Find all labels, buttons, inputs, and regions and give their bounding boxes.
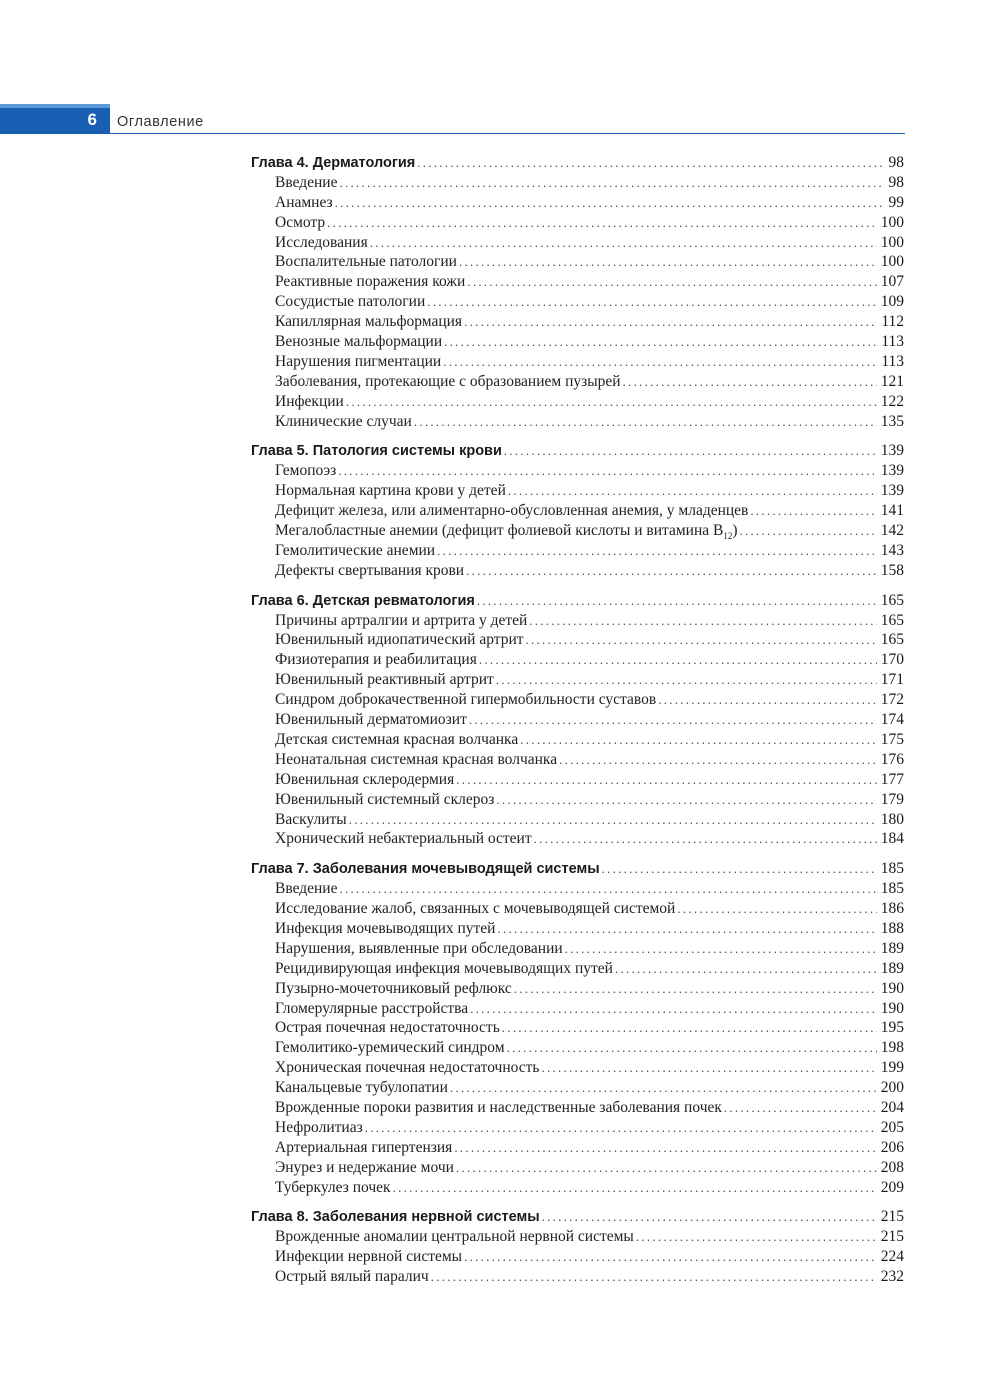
toc-entry[interactable] [251,1058,904,1078]
entry-page-number: 122 [880,392,904,410]
entry-label [251,670,496,690]
entry-label-text: Врожденные аномалии центральной нервной системы [275,1228,634,1246]
entry-page-number: 184 [880,830,904,848]
entry-label [251,1058,542,1078]
entry-label [251,1018,502,1038]
dot-leader [479,650,877,670]
dot-leader [504,441,877,461]
entry-label [251,690,658,710]
entry-page-number: 171 [880,671,904,689]
dot-leader [365,1118,877,1138]
entry-page-number: 186 [880,900,904,918]
dot-leader [450,1078,877,1098]
entry-label-text: Реактивные поражения кожи [275,273,466,291]
toc-entry[interactable] [251,1038,904,1058]
chapter-title: Глава 5. Патология системы крови [251,443,502,460]
entry-label-text: Острый вялый паралич [275,1268,429,1286]
entry-label-text: Дефекты свертывания крови [275,561,465,579]
entry-page-number: 139 [880,482,904,500]
entry-label-text: Хронический небактериальный остеит [275,830,532,848]
dot-leader [417,153,884,173]
entry-page-number: 177 [880,770,904,788]
dot-leader [520,730,877,750]
entry-page-number: 208 [880,1158,904,1176]
toc-entry[interactable] [251,412,904,432]
dot-leader [542,1058,877,1078]
entry-label [251,1038,507,1058]
entry-label-text: Рецидивирующая инфекция мочевыводящих путей [275,959,613,977]
entry-label [251,630,526,650]
entry-label [251,501,750,521]
running-title: Оглавление [117,114,204,130]
entry-label [251,1267,431,1287]
entry-label [251,919,497,939]
entry-label-text: Инфекции [275,392,344,410]
entry-label [251,332,444,352]
entry-label-text: Гемолитико-уремический синдром [275,1039,505,1057]
entry-label [251,1078,450,1098]
entry-label [251,292,427,312]
entry-page-number: 190 [880,979,904,997]
entry-label [251,213,327,233]
entry-label [251,541,437,561]
toc-entry[interactable] [251,611,904,631]
entry-label-text: Туберкулез почек [275,1178,391,1196]
page-number-box [0,104,110,134]
entry-label-text: Ювенильный системный склероз [275,790,495,808]
entry-page-number: 165 [880,631,904,649]
entry-page-number: 100 [880,213,904,231]
dot-leader [497,919,876,939]
toc-entry[interactable] [251,690,904,710]
entry-label-text: Ювенильная склеродермия [275,770,455,788]
toc-entry[interactable] [251,770,904,790]
entry-page-number: 112 [881,313,904,331]
entry-label-text: Капиллярная мальформация [275,313,463,331]
entry-label [251,999,470,1019]
dot-leader [508,481,877,501]
toc-entry[interactable] [251,193,904,213]
entry-page-number: 158 [880,561,904,579]
toc-chapter-heading[interactable] [251,153,904,173]
entry-label-text: Ювенильный реактивный артрит [275,671,494,689]
entry-page-number: 179 [880,790,904,808]
entry-label-text: Пузырно-мочеточниковый рефлюкс [275,979,512,997]
entry-label [251,412,414,432]
entry-page-number: 190 [880,999,904,1017]
toc-entry[interactable] [251,1227,904,1247]
entry-page-number: 98 [888,173,904,191]
toc-entry[interactable] [251,1247,904,1267]
entry-label-text: Нефролитиаз [275,1118,363,1136]
dot-leader [454,1138,876,1158]
dot-leader [514,979,877,999]
toc-entry[interactable] [251,959,904,979]
entry-label-text: Энурез и недержание мочи [275,1158,454,1176]
entry-label [251,939,565,959]
entry-label [251,1178,393,1198]
toc-entry[interactable] [251,173,904,193]
toc-entry[interactable] [251,829,904,849]
toc-entry[interactable] [251,481,904,501]
dot-leader [456,770,877,790]
toc-entry[interactable] [251,999,904,1019]
chapter-title: Глава 7. Заболевания мочевыводящей системы [251,861,600,878]
entry-label-text: Нормальная картина крови у детей [275,482,506,500]
entry-page-number: 142 [880,522,904,540]
toc-chapter [251,591,904,850]
chapter-title: Глава 8. Заболевания нервной системы [251,1209,540,1226]
entry-label-text: Дефицит железа, или алиментарно-обусловленная анемия, у младенцев [275,502,749,520]
chapter-page-number: 165 [880,591,904,609]
dot-leader [437,541,877,561]
dot-leader [464,1247,877,1267]
entry-label-text: Канальцевые тубулопатии [275,1079,448,1097]
entry-label-text: Инфекция мочевыводящих путей [275,919,496,937]
dot-leader [677,899,876,919]
toc-entry[interactable] [251,979,904,999]
entry-label [251,233,370,253]
entry-page-number: 107 [880,273,904,291]
entry-label [251,1118,365,1138]
entry-label-text: Воспалительные патологии [275,253,457,271]
entry-page-number: 199 [880,1059,904,1077]
entry-label-text: Клинические случаи [275,412,412,430]
entry-label [251,461,338,481]
toc-entry[interactable] [251,292,904,312]
dot-leader [443,352,877,372]
toc-entry[interactable] [251,879,904,899]
dot-leader [414,412,877,432]
toc-entry[interactable] [251,233,904,253]
entry-label [251,790,496,810]
dot-leader [542,1207,877,1227]
chapter-page-number: 139 [880,442,904,460]
entry-page-number: 176 [880,750,904,768]
toc-entry[interactable] [251,541,904,561]
toc-entry[interactable] [251,372,904,392]
entry-page-number: 109 [880,293,904,311]
entry-label [251,392,346,412]
entry-page-number: 232 [880,1268,904,1286]
dot-leader [464,312,877,332]
dot-leader [466,561,877,581]
entry-label [251,770,456,790]
entry-label [251,1158,456,1178]
toc-chapter-heading[interactable] [251,859,904,879]
dot-leader [658,690,877,710]
entry-page-number: 135 [880,412,904,430]
entry-label [251,272,467,292]
entry-page-number: 143 [880,541,904,559]
entry-page-number: 204 [880,1098,904,1116]
dot-leader [469,710,877,730]
entry-label [251,521,740,541]
entry-label [251,730,520,750]
entry-label [251,1247,464,1267]
dot-leader [724,1098,877,1118]
page-header [0,104,905,134]
dot-leader [456,1158,877,1178]
dot-leader [602,859,877,879]
entry-label-text: Физиотерапия и реабилитация [275,651,477,669]
dot-leader [338,461,877,481]
toc-entry[interactable] [251,899,904,919]
entry-page-number: 224 [880,1248,904,1266]
toc-entry[interactable] [251,1267,904,1287]
toc-entry[interactable] [251,332,904,352]
toc-entry[interactable] [251,213,904,233]
entry-page-number: 189 [880,959,904,977]
entry-label [251,481,508,501]
toc-entry[interactable] [251,630,904,650]
toc-entry[interactable] [251,252,904,272]
dot-leader [623,372,877,392]
dot-leader [339,173,884,193]
entry-label [251,1098,724,1118]
entry-label [251,710,469,730]
entry-label-subscript: 12 [723,531,733,542]
dot-leader [740,521,877,541]
toc-chapter [251,153,904,431]
entry-page-number: 206 [880,1138,904,1156]
entry-page-number: 195 [880,1019,904,1037]
entry-label-text: Осмотр [275,213,326,231]
entry-page-number: 180 [880,810,904,828]
dot-leader [526,630,877,650]
toc-entry[interactable] [251,650,904,670]
entry-label-text: Исследование жалоб, связанных с мочевыводящей системой [275,900,676,918]
header-rule [110,133,905,134]
entry-page-number: 215 [880,1228,904,1246]
entry-label [251,829,534,849]
entry-page-number: 141 [880,502,904,520]
dot-leader [565,939,877,959]
dot-leader [370,233,877,253]
entry-page-number: 121 [880,372,904,390]
entry-label-text: Неонатальная системная красная волчанка [275,750,558,768]
entry-page-number: 185 [880,880,904,898]
dot-leader [502,1018,877,1038]
toc-entry[interactable] [251,521,904,541]
toc-chapter-heading[interactable] [251,441,904,461]
entry-label-text: Гемопоэз [275,462,337,480]
toc-entry[interactable] [251,272,904,292]
toc-entry[interactable] [251,352,904,372]
dot-leader [327,213,877,233]
chapter-page-number: 98 [888,154,904,171]
toc-chapter [251,441,904,580]
dot-leader [467,272,876,292]
entry-label [251,879,339,899]
toc-entry[interactable] [251,1178,904,1198]
entry-label [251,650,479,670]
dot-leader [346,392,877,412]
toc-entry[interactable] [251,1098,904,1118]
toc-entry[interactable] [251,1138,904,1158]
entry-label [251,173,339,193]
entry-label [251,372,623,392]
entry-label-text: Введение [275,173,338,191]
dot-leader [534,829,877,849]
entry-page-number: 174 [880,711,904,729]
entry-label [251,979,514,999]
entry-label-text: Нарушения, выявленные при обследовании [275,939,563,957]
entry-label [251,1227,636,1247]
dot-leader [470,999,877,1019]
toc-entry[interactable] [251,670,904,690]
entry-label-text: Венозные мальформации [275,333,443,351]
entry-label [251,312,464,332]
entry-page-number: 189 [880,939,904,957]
entry-label-text: Хроническая почечная недостаточность [275,1059,540,1077]
entry-page-number: 165 [880,611,904,629]
entry-label-text: Инфекции нервной системы [275,1248,463,1266]
toc-entry[interactable] [251,919,904,939]
entry-label [251,959,615,979]
entry-label-text: Сосудистые патологии [275,293,426,311]
toc-entry[interactable] [251,561,904,581]
dot-leader [615,959,877,979]
dot-leader [393,1178,877,1198]
entry-page-number: 188 [880,919,904,937]
toc-entry[interactable] [251,1158,904,1178]
entry-page-number: 100 [880,253,904,271]
dot-leader [444,332,877,352]
toc-entry[interactable] [251,1018,904,1038]
entry-label-text: Гломерулярные расстройства [275,999,469,1017]
entry-label-text: Синдром доброкачественной гипермобильности суставов [275,691,657,709]
entry-label-text: Введение [275,880,338,898]
entry-page-number: 205 [880,1118,904,1136]
entry-label-text: Гемолитические анемии [275,541,436,559]
entry-label [251,611,529,631]
entry-page-number: 100 [880,233,904,251]
entry-page-number: 172 [880,691,904,709]
entry-page-number: 113 [881,352,904,370]
toc-chapter [251,1207,904,1287]
page-number: 6 [87,110,97,129]
entry-label-text: Исследования [275,233,368,251]
entry-label-text: Нарушения пигментации [275,352,442,370]
entry-label-text: Детская системная красная волчанка [275,730,519,748]
entry-label [251,750,559,770]
toc-entry[interactable] [251,790,904,810]
dot-leader [427,292,877,312]
dot-leader [339,879,876,899]
entry-label-text: Артериальная гипертензия [275,1138,453,1156]
entry-page-number: 198 [880,1039,904,1057]
toc-entry[interactable] [251,939,904,959]
entry-label-text: Ювенильный идиопатический артрит [275,631,524,649]
entry-label [251,252,459,272]
entry-page-number: 113 [881,333,904,351]
dot-leader [431,1267,877,1287]
table-of-contents [251,153,904,1297]
entry-label-text: Причины артралгии и артрита у детей [275,611,528,629]
entry-label [251,193,335,213]
entry-page-number: 175 [880,730,904,748]
entry-label-suffix: ) [732,522,738,540]
toc-entry[interactable] [251,750,904,770]
toc-entry[interactable] [251,1078,904,1098]
entry-label [251,352,443,372]
entry-label [251,899,677,919]
toc-entry[interactable] [251,810,904,830]
dot-leader [477,591,877,611]
dot-leader [459,252,877,272]
entry-label [251,1138,454,1158]
toc-entry[interactable] [251,710,904,730]
chapter-title: Глава 6. Детская ревматология [251,592,475,609]
dot-leader [335,193,885,213]
entry-label [251,810,349,830]
entry-page-number: 209 [880,1178,904,1196]
toc-entry[interactable] [251,501,904,521]
dot-leader [529,611,876,631]
toc-entry[interactable] [251,730,904,750]
entry-page-number: 170 [880,651,904,669]
entry-label-text: Мегалобластные анемии (дефицит фолиевой кислоты и витамина B [275,522,724,540]
toc-entry[interactable] [251,312,904,332]
dot-leader [750,501,876,521]
entry-label-text: Васкулиты [275,810,347,828]
dot-leader [349,810,877,830]
chapter-title: Глава 4. Дерматология [251,155,416,171]
dot-leader [559,750,877,770]
entry-label [251,561,466,581]
entry-label-text: Острая почечная недостаточность [275,1019,500,1037]
toc-entry[interactable] [251,461,904,481]
dot-leader [507,1038,877,1058]
dot-leader [496,670,877,690]
chapter-page-number: 185 [880,860,904,878]
entry-label-text: Анамнез [275,193,333,211]
entry-page-number: 139 [880,462,904,480]
toc-chapter-heading[interactable] [251,1207,904,1227]
entry-page-number: 200 [880,1079,904,1097]
dot-leader [496,790,876,810]
entry-page-number: 99 [888,193,904,211]
entry-label-text: Врожденные пороки развития и наследственные заболевания почек [275,1098,722,1116]
toc-entry[interactable] [251,1118,904,1138]
dot-leader [636,1227,877,1247]
toc-chapter [251,859,904,1197]
chapter-page-number: 215 [880,1208,904,1226]
toc-entry[interactable] [251,392,904,412]
entry-label-text: Ювенильный дерматомиозит [275,711,467,729]
entry-label-text: Заболевания, протекающие с образованием пузырей [275,372,621,390]
toc-chapter-heading[interactable] [251,591,904,611]
